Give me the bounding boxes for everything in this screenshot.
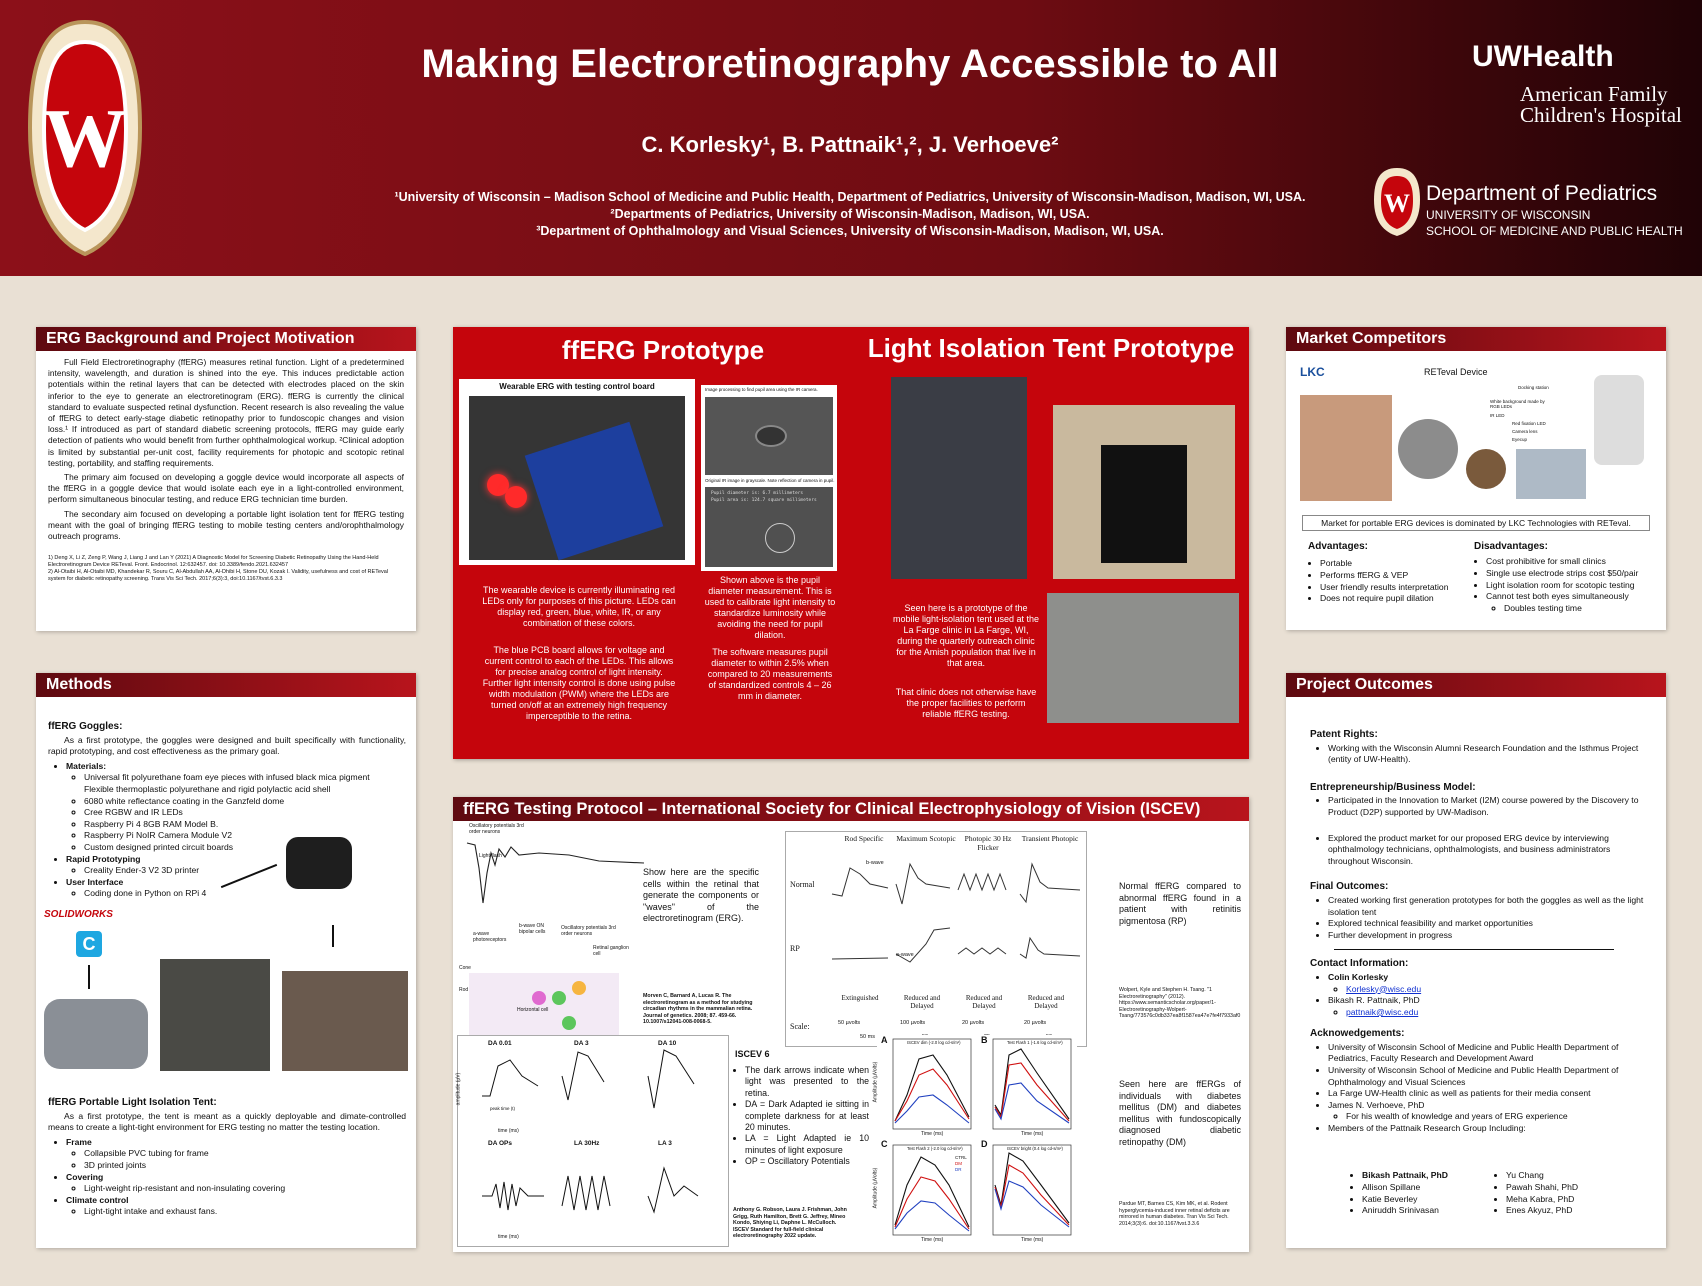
svg-text:W: W	[43, 92, 127, 185]
outcomes-divider	[1334, 949, 1614, 950]
rp-figure	[785, 831, 1087, 1047]
member-right: • Enes Akyuz, PhD	[1506, 1205, 1656, 1217]
rp-scale-label: Scale:	[790, 1022, 810, 1031]
protocol-panel	[453, 797, 1249, 1252]
background-panel	[36, 327, 416, 631]
rp-col-rod: Rod Specific	[844, 834, 884, 843]
bipolar-cell	[552, 991, 566, 1005]
pupil-caption-mid: Original IR image in grayscale. Note reflection of camera in pupil.	[705, 478, 835, 483]
afch-line1: American Family	[1520, 82, 1668, 106]
material-item: ◦ 6080 white reflectance coating in the Ganzfeld dome	[84, 796, 406, 808]
dm-title-b: Test Flash 1 (-1.6 log cd-s/m²)	[1007, 1040, 1063, 1045]
covering-label: Covering	[66, 1171, 104, 1182]
rp-bottom-4: Reduced and Delayed	[1027, 994, 1065, 1010]
iscev-ylabel: amplitude (µV)	[455, 1072, 462, 1106]
iscev-ref: Anthony G. Robson, Laura J. Frishman, John Grigg, Ruth Hamilton, Brett G. Jeffrey, Mineo Kondo, Shiying Li, Daphne L. McCulloch. ISCEV Standard for full-field clinical electroretinography 2022 update.	[733, 1207, 847, 1240]
dm-panel-b: B	[981, 1035, 988, 1045]
cells-label-bwave: b-wave ON bipolar cells	[519, 923, 546, 935]
cura-icon: C	[76, 931, 102, 957]
frame-label: Frame	[66, 1136, 92, 1147]
rp-scale-4: 20 µvolts	[1024, 1020, 1047, 1026]
ent-item-2: • Explored the product market for our proposed ERG device by interviewing ophthalmology technicians, ophthalmologists, and business administrators throughout Wisconsin.	[1328, 833, 1650, 868]
dm-b-dm	[995, 1063, 1069, 1121]
board-figure-caption: Wearable ERG with testing control board	[499, 382, 655, 391]
methods-heading: Methods	[36, 673, 416, 697]
material-item: Flexible thermoplastic polyurethane and rigid polylactic acid shell	[84, 783, 331, 794]
ui-item: ◦ Coding done in Python on RPi 4	[84, 888, 406, 900]
disadvantage-subitem: ◦ Doubles testing time	[1504, 603, 1676, 615]
dept-line1: UNIVERSITY OF WISCONSIN	[1426, 208, 1591, 222]
dm-legend-dr: DR	[955, 1167, 962, 1172]
arrow-down-icon	[88, 965, 90, 989]
uw-health-logo: UWHealth	[1472, 40, 1614, 73]
iscev-wave-da3	[562, 1052, 604, 1100]
red-led-right	[505, 486, 527, 508]
iscev-point-4: • OP = Oscillatory Potentials	[745, 1156, 869, 1167]
ack-title: Acknowedgements:	[1310, 1028, 1405, 1040]
market-banner: Market for portable ERG devices is dominated by LKC Technologies with RETeval.	[1302, 515, 1650, 531]
device-label-redled: Red fixation LED	[1512, 421, 1546, 426]
market-heading: Market Competitors	[1286, 327, 1666, 351]
contact1-email-link[interactable]: Korlesky@wisc.edu	[1346, 983, 1422, 994]
reteval-title: RETeval Device	[1424, 367, 1488, 377]
dm-plots	[877, 1035, 1077, 1249]
iscev-wave-da001	[482, 1060, 538, 1096]
ent-item: • Participated in the Innovation to Market (I2M) course powered by the Discovery to Product (D2P) supported by UW-Madison.	[1328, 795, 1650, 818]
background-p1: Full Field Electroretinography (ffERG) measures retinal function. Light of a predetermined intensity, wavelength, and duration is shined into the eye. This induces predictable action potentials within the retinal layers that can be detected with electrodes placed on the skin inferior to the eye to generate an electroretinogram (ERG). ffERG is currently the clinical standard to evaluate suspected retinal dysfunction. Recent research is also revealing the value of ffERG to detect early-stage diabetic retinopathy prior to fundoscopic changes and vision loss.¹ If introduced as part of standard diabetic screening protocols, ffERG may guide early detection of patients who would benefit from further ophthalmological workup. ²Clinical adoption is limited by substantial per-unit cost, facility requirements for photopic and scotopic retinal testing, portability, and staffing requirements.	[48, 357, 404, 468]
pupil-readout2: Pupil area is: 124.7 square millimeters	[711, 498, 817, 503]
rp-wave-normal-rod	[832, 868, 888, 896]
rp-scale-1: 50 µvolts	[838, 1020, 861, 1026]
iscev-wave-daops	[482, 1182, 544, 1210]
rp-bwave-label: b-wave	[866, 860, 884, 866]
final-item: • Created working first generation prototypes for both the goggles as well as the light isolation tent	[1328, 895, 1650, 918]
rp-col-photopic: Transient Photopic	[1021, 834, 1079, 843]
dm-xlabel-b: Time (ms)	[1021, 1131, 1044, 1137]
proto-caption-mid-1: Shown above is the pupil diameter measurement. This is used to calibrate light intensity to standardize luminosity while avoiding the need for pupil dilation.	[704, 575, 836, 640]
eye-strip-photo	[1516, 449, 1586, 499]
disadvantage-item: • Cannot test both eyes simultaneously	[1486, 591, 1676, 603]
eye-closeup-photo	[1466, 449, 1506, 489]
background-p2: The primary aim focused on developing a goggle device would incorporate all aspects of the ffERG in a goggle device that would isolate each eye in a light-controlled environment, perform simultaneous binocular testing, and reduce ERG technician time burden.	[48, 472, 404, 505]
dm-d-dr	[995, 1181, 1069, 1227]
dm-text: Seen here are ffERGs of individuals with diabetes mellitus (DM) and diabetes mellitus with fundoscopically diagnosed diabetic retinopathy (DM)	[1119, 1079, 1241, 1147]
reteval-in-use-photo	[1300, 395, 1392, 501]
iscev-title-3: DA 10	[658, 1040, 677, 1047]
member-left: • Katie Beverley	[1362, 1194, 1512, 1206]
device-label-dock: Docking station	[1518, 385, 1549, 390]
cells-label-cone: Cone	[459, 965, 471, 971]
background-p3: The secondary aim focused on developing a portable light isolation tent for ffERG testing meant with the goal of bringing ffERG testing to mobile testing centers and/orophthalmology outreach programs.	[48, 508, 404, 542]
uw-crest-logo	[28, 18, 142, 258]
dm-ylabel-top: Amplitude (µVolts)	[872, 1061, 879, 1103]
rp-scale-3: 20 µvolts	[962, 1020, 985, 1026]
rp-waveforms	[830, 854, 1084, 994]
rp-wave-rp-rod	[832, 958, 888, 959]
dm-title-c: Test Flash 2 (-2.0 log cd-s/m²)	[907, 1146, 963, 1151]
climate-label: Climate control	[66, 1194, 129, 1205]
patent-item: • Working with the Wisconsin Alumni Research Foundation and the Isthmus Project (entity of UW-Health).	[1328, 743, 1650, 766]
iscev-title-6: LA 3	[658, 1140, 672, 1147]
user-wearing-goggles-image	[282, 971, 408, 1071]
disadvantages-title: Disadvantages:	[1474, 541, 1548, 552]
solidworks-logo: SOLIDWORKS	[44, 909, 113, 920]
outcomes-heading: Project Outcomes	[1286, 673, 1666, 697]
cells-label-rod: Rod	[459, 987, 469, 993]
dept-line2: SCHOOL OF MEDICINE AND PUBLIC HEALTH	[1426, 224, 1683, 238]
final-title: Final Outcomes:	[1310, 881, 1389, 893]
frame-item: ◦ Collapsible PVC tubing for frame	[84, 1148, 406, 1160]
cells-label-op2: Oscillatory potentials 3rd order neurons	[561, 925, 616, 937]
dm-panel-d: D	[981, 1139, 988, 1149]
rp-wave-rp-photopic	[1020, 938, 1080, 958]
iscev-point-2: • DA = Dark Adapted ie sitting in complete darkness for at least 20 minutes.	[745, 1099, 869, 1133]
dm-a-dr	[895, 1095, 969, 1123]
device-label-irled: IR LED	[1490, 413, 1505, 418]
rp-wave-rp-flicker	[958, 948, 1006, 954]
pupil-figure	[701, 385, 837, 571]
pupil-circle	[765, 523, 795, 553]
horizontal-cell	[532, 991, 546, 1005]
ack-subitem: ◦ For his wealth of knowledge and years of ERG experience	[1346, 1111, 1650, 1123]
ganglion-cell	[572, 981, 586, 995]
final-item: • Further development in progress	[1328, 930, 1650, 942]
board-figure	[459, 379, 695, 565]
member-left: • Bikash Pattnaik, PhD	[1362, 1170, 1512, 1182]
rp-wave-normal-flicker	[958, 874, 1006, 890]
proto-caption-left-1: The wearable device is currently illuminating red LEDs only for purposes of this picture. LEDs can display red, green, blue, white, IR, or any combination of these colors.	[482, 585, 676, 628]
advantage-item: • Portable	[1320, 558, 1490, 570]
contact1-name: Colin Korlesky	[1328, 971, 1389, 982]
covering-item: ◦ Light-weight rip-resistant and non-insulating covering	[84, 1183, 406, 1195]
dm-panel-a: A	[881, 1035, 888, 1045]
contact2-name: Bikash R. Pattnaik, PhD	[1328, 995, 1420, 1006]
goggles-title: ffERG Goggles:	[48, 721, 123, 732]
disadvantage-item: • Cost prohibitive for small clinics	[1486, 556, 1676, 568]
cells-label-horizontal: Horizontal cell	[517, 1007, 549, 1013]
dm-ylabel-bottom: Amplitude (µVolts)	[872, 1167, 879, 1209]
rp-row-rp: RP	[790, 944, 800, 953]
tent-prototype-title: Light Isolation Tent Prototype	[867, 333, 1235, 363]
pcb-board	[525, 422, 664, 561]
protocol-heading: ffERG Testing Protocol – International Society for Clinical Electrophysiology of Vision (ISCEV)	[453, 797, 1249, 821]
dm-title-d: ISCEV bright (0.4 log cd-s/m²)	[1007, 1146, 1063, 1151]
rp-bottom-3: Reduced and Delayed	[965, 994, 1003, 1010]
iscev-point-3: • LA = Light Adapted ie 10 minutes of light exposure	[745, 1133, 869, 1156]
rp-col-flicker: Photopic 30 Hz Flicker	[964, 834, 1012, 852]
background-ref2: 2) Al-Otaibi H, Al-Otaibi MD, Khandekar R, Souru C, Al-Abdullah AA, Al-Dhibi H, Stone DU, Kozak I. Validity, usefulness and cost of RETeval system for diabetic retinopathy screening. Trans Vis Sci Tech. 2017;6(3):3, doi:10.1167/tvst.6.3.3	[48, 569, 389, 583]
proto-caption-mid-2: The software measures pupil diameter to within 2.5% when compared to 20 measurements of standardized controls 4 – 26 mm in diameter.	[707, 647, 833, 701]
ack-item: • University of Wisconsin School of Medicine and Public Health Department of Pediatrics, Faculty Research and Development Award	[1328, 1042, 1650, 1065]
iscev-xlabel-top: time (ms)	[498, 1128, 519, 1134]
iscev-title-2: DA 3	[574, 1040, 589, 1047]
material-item: ◦ Raspberry Pi 4 8GB RAM Model B.	[84, 819, 406, 831]
iscev-peak-label: peak time (t)	[490, 1106, 516, 1111]
iscev-figure	[457, 1035, 729, 1247]
dm-a-ctrl	[895, 1055, 969, 1121]
eye-pupil	[755, 425, 787, 447]
black-tent	[1101, 445, 1187, 563]
dept-name: Department of Pediatrics	[1426, 182, 1658, 205]
ent-title: Entrepreneurship/Business Model:	[1310, 781, 1476, 793]
rapid-item: ◦ Creality Ender-3 V2 3D printer	[84, 865, 406, 877]
3d-printer-image	[160, 959, 270, 1071]
rp-bottom-1: Extinguished	[841, 994, 879, 1002]
pupil-ir-image	[705, 397, 833, 475]
material-item: ◦ Universal fit polyurethane foam eye pieces with infused black mica pigment	[84, 772, 406, 784]
pupil-processed-image	[705, 487, 833, 567]
member-left: • Aniruddh Srinivasan	[1362, 1205, 1512, 1217]
pupil-readout1: Pupil diameter is: 6.7 millimeters	[711, 491, 804, 496]
disadvantage-item: • Light isolation room for scotopic testing	[1486, 580, 1676, 592]
rp-wave-normal-photopic	[1020, 864, 1080, 902]
rp-row-normal: Normal	[790, 880, 815, 889]
member-left: • Allison Spillane	[1362, 1182, 1512, 1194]
dm-ref: Pardue MT, Barnes CS, Kim MK, et al. Rodent hyperglycemia-induced inner retinal deficits are mirrored in human diabetes. Tran Vis Sci Tech. 2014;3(3):6. doi:10.1167/tvst.3.3.6	[1119, 1201, 1230, 1227]
advantages-title: Advantages:	[1308, 541, 1369, 552]
rp-ms-1: 50 ms	[860, 1034, 875, 1040]
cells-label-flash: Light flash	[479, 853, 502, 859]
material-item: ◦ Custom designed printed circuit boards	[84, 842, 406, 854]
goggles-board-photo	[469, 396, 685, 560]
dm-legend-dm: DM	[955, 1161, 962, 1166]
poster-header	[0, 0, 1702, 276]
outcomes-panel	[1286, 673, 1666, 1248]
ack-item: • James N. Verhoeve, PhD	[1328, 1100, 1650, 1112]
background-heading: ERG Background and Project Motivation	[36, 327, 416, 351]
tent-interior-photo	[891, 377, 1027, 579]
materials-label: Materials:	[66, 760, 107, 771]
affiliation-2: ²Departments of Pediatrics, University of Wisconsin-Madison, Madison, WI, USA.	[610, 207, 1090, 221]
rp-scale-2: 100 µvolts	[900, 1020, 926, 1026]
methods-panel	[36, 673, 416, 1248]
reteval-eyecup-photo	[1398, 419, 1458, 479]
advantage-item: • Does not require pupil dilation	[1320, 593, 1490, 605]
arrow-down-icon	[332, 925, 334, 947]
rp-ref: Wolpert, Kyle and Stephen H. Tsang. "1 Electroretinography" (2012). https://www.semanticscholar.org/paper/1-Electroretinography-Wolpert-Tsang/773576c0db337ea8f1587ea47e7fe4f7933af0	[1119, 987, 1241, 1020]
frame-item: ◦ 3D printed joints	[84, 1160, 406, 1172]
rp-col-scotopic: Maximum Scotopic	[896, 834, 956, 843]
background-ref1: 1) Deng X, Li Z, Zeng P, Wang J, Liang J and Lan Y (2021) A Diagnostic Model for Screening Diabetic Retinopathy Using the Hand-Held Electroretinogram Device RETeval. Front. Endocrinol. 12:632457. doi: 10.3389/fendo.2021.632457	[48, 555, 379, 569]
dm-title-a: ISCEV dim (-2.0 log cd-s/m²)	[907, 1040, 961, 1045]
reteval-figure	[1300, 365, 1650, 501]
rp-bottom-2: Reduced and Delayed	[903, 994, 941, 1010]
iscev-title-5: LA 30Hz	[574, 1140, 600, 1147]
iscev-heading: ISCEV 6	[735, 1049, 770, 1059]
patent-title: Patent Rights:	[1310, 729, 1378, 740]
member-right: • Meha Kabra, PhD	[1506, 1194, 1656, 1206]
dm-panel-c: C	[881, 1139, 888, 1149]
fferg-prototype-title: ffERG Prototype	[561, 335, 765, 365]
affiliation-3: ³Department of Ophthalmology and Visual Sciences, University of Wisconsin-Madison, Madison, WI, USA.	[536, 224, 1164, 238]
goggles-intro: As a first prototype, the goggles were designed and built specifically with functionality, rapid prototyping, and cost effectiveness as the primary goal.	[48, 734, 406, 757]
market-panel	[1286, 327, 1666, 630]
goggle-cad-image	[44, 999, 148, 1069]
rp-wave-normal-scotopic	[896, 864, 950, 904]
material-item: ◦ Raspberry Pi NoIR Camera Module V2	[84, 830, 406, 842]
dm-xlabel-d: Time (ms)	[1021, 1237, 1044, 1243]
pupil-caption-top: Image processing to find pupil area using the IR camera.	[705, 387, 818, 392]
amacrine-cell	[562, 1016, 576, 1030]
material-item: ◦ Cree RGBW and IR LEDs	[84, 807, 406, 819]
final-item: • Explored technical feasibility and market opportunities	[1328, 918, 1650, 930]
proto-caption-tent-2: That clinic does not otherwise have the proper facilities to perform reliable ffERG testing.	[895, 687, 1037, 719]
contact2-email-link[interactable]: pattnaik@wisc.edu	[1346, 1006, 1419, 1017]
iscev-title-4: DA OPs	[488, 1140, 512, 1147]
cells-label-ganglion: Retinal ganglion cell	[593, 945, 629, 957]
iscev-wave-la3	[648, 1168, 698, 1212]
dm-legend-ctrl: CTRL	[955, 1155, 967, 1160]
dm-xlabel-a: Time (ms)	[921, 1131, 944, 1137]
erg-waveform	[467, 843, 644, 903]
proto-caption-tent-1: Seen here is a prototype of the mobile light-isolation tent used at the La Farge clinic in La Farge, WI, during the quarterly outreach clinic for the Amish population that live in that area.	[892, 603, 1040, 668]
prototype-panel	[453, 327, 1249, 759]
iscev-title-1: DA 0.01	[488, 1040, 512, 1047]
ack-item: • University of Wisconsin School of Medicine and Public Health Department of Ophthalmology and Visual Sciences	[1328, 1065, 1650, 1088]
member-right: • Yu Chang	[1506, 1170, 1656, 1182]
member-right: • Pawah Shahi, PhD	[1506, 1182, 1656, 1194]
cells-label-awave: a-wave photoreceptors	[473, 931, 507, 943]
svg-text:W: W	[1384, 189, 1410, 218]
affiliation-1: ¹University of Wisconsin – Madison School of Medicine and Public Health, Department of Pediatrics, University of Wisconsin-Madison, Madison, WI, USA.	[394, 190, 1306, 204]
iscev-wave-la30	[562, 1176, 610, 1210]
advantage-item: • Performs ffERG & VEP	[1320, 570, 1490, 582]
device-label-eyecup: Eyecup	[1512, 437, 1528, 442]
ui-label: User Interface	[66, 876, 124, 887]
advantage-item: • User friendly results interpretation	[1320, 582, 1490, 594]
rp-awave-label: a-wave	[896, 952, 914, 958]
dm-c-dr	[895, 1201, 969, 1231]
afch-line2: Children's Hospital	[1520, 103, 1682, 127]
disadvantage-item: • Single use electrode strips cost $50/pair	[1486, 568, 1676, 580]
ack-item: • La Farge UW-Health clinic as well as patients for their media consent	[1328, 1088, 1650, 1100]
device-label-bg: White background made by RGB LEDs	[1490, 399, 1545, 409]
climate-item: ◦ Light-tight intake and exhaust fans.	[84, 1206, 406, 1218]
poster-authors: C. Korlesky¹, B. Pattnaik¹,², J. Verhoeve²	[641, 132, 1059, 157]
lkc-logo: LKC	[1300, 365, 1325, 379]
rp-text: Normal ffERG compared to abnormal ffERG found in a patient with retinitis pigmentosa (RP)	[1119, 881, 1241, 926]
tent-clinic-photo	[1047, 593, 1239, 723]
iscev-point-1: • The dark arrows indicate when light was presented to the retina.	[745, 1065, 869, 1099]
dm-figure	[872, 1035, 1077, 1249]
cells-ref: Morven C, Barnard A, Lucas R. The electroretinogram as a method for studying circadian rhythms in the mammalian retina. Journal of genetics. 2008; 87. 459-66. 10.1007/s12041-008-0068-5.	[643, 993, 753, 1026]
tent-title: ffERG Portable Light Isolation Tent:	[48, 1097, 217, 1108]
ack-last: • Members of the Pattnaik Research Group Including:	[1328, 1123, 1650, 1135]
reteval-device-photo	[1594, 375, 1644, 465]
uw-crest-small-logo	[1372, 166, 1422, 238]
iscev-wave-da10	[648, 1050, 694, 1108]
tent-intro: As a first prototype, the tent is meant as a quickly deployable and dimate-controlled means to create a light-tight environment for ERG testing no matter the testing location.	[48, 1110, 406, 1133]
poster-title: Making Electroretinography Accessible to All	[421, 42, 1279, 86]
contact-title: Contact Information:	[1310, 958, 1409, 970]
tent-room-photo	[1053, 405, 1235, 579]
rapid-label: Rapid Prototyping	[66, 853, 141, 864]
goggle-device-image	[286, 837, 352, 889]
cells-text: Show here are the specific cells within the retinal that generate the components or "waves" of the electroretinogram (ERG).	[643, 867, 759, 923]
device-label-lens: Camera lens	[1512, 429, 1538, 434]
cells-label-op: Oscillatory potentials 3rd order neurons	[469, 823, 524, 835]
proto-caption-left-2: The blue PCB board allows for voltage and current control to each of the LEDs. This allows for precise analog control of light intensity. Further light intensity control is done using pulse width modulation (PWM) where the LEDs are turned on/off at an extremely high frequency imperceptible to the retina.	[482, 645, 676, 721]
dm-xlabel-c: Time (ms)	[921, 1237, 944, 1243]
iscev-xlabel-bottom: time (ms)	[498, 1234, 519, 1240]
